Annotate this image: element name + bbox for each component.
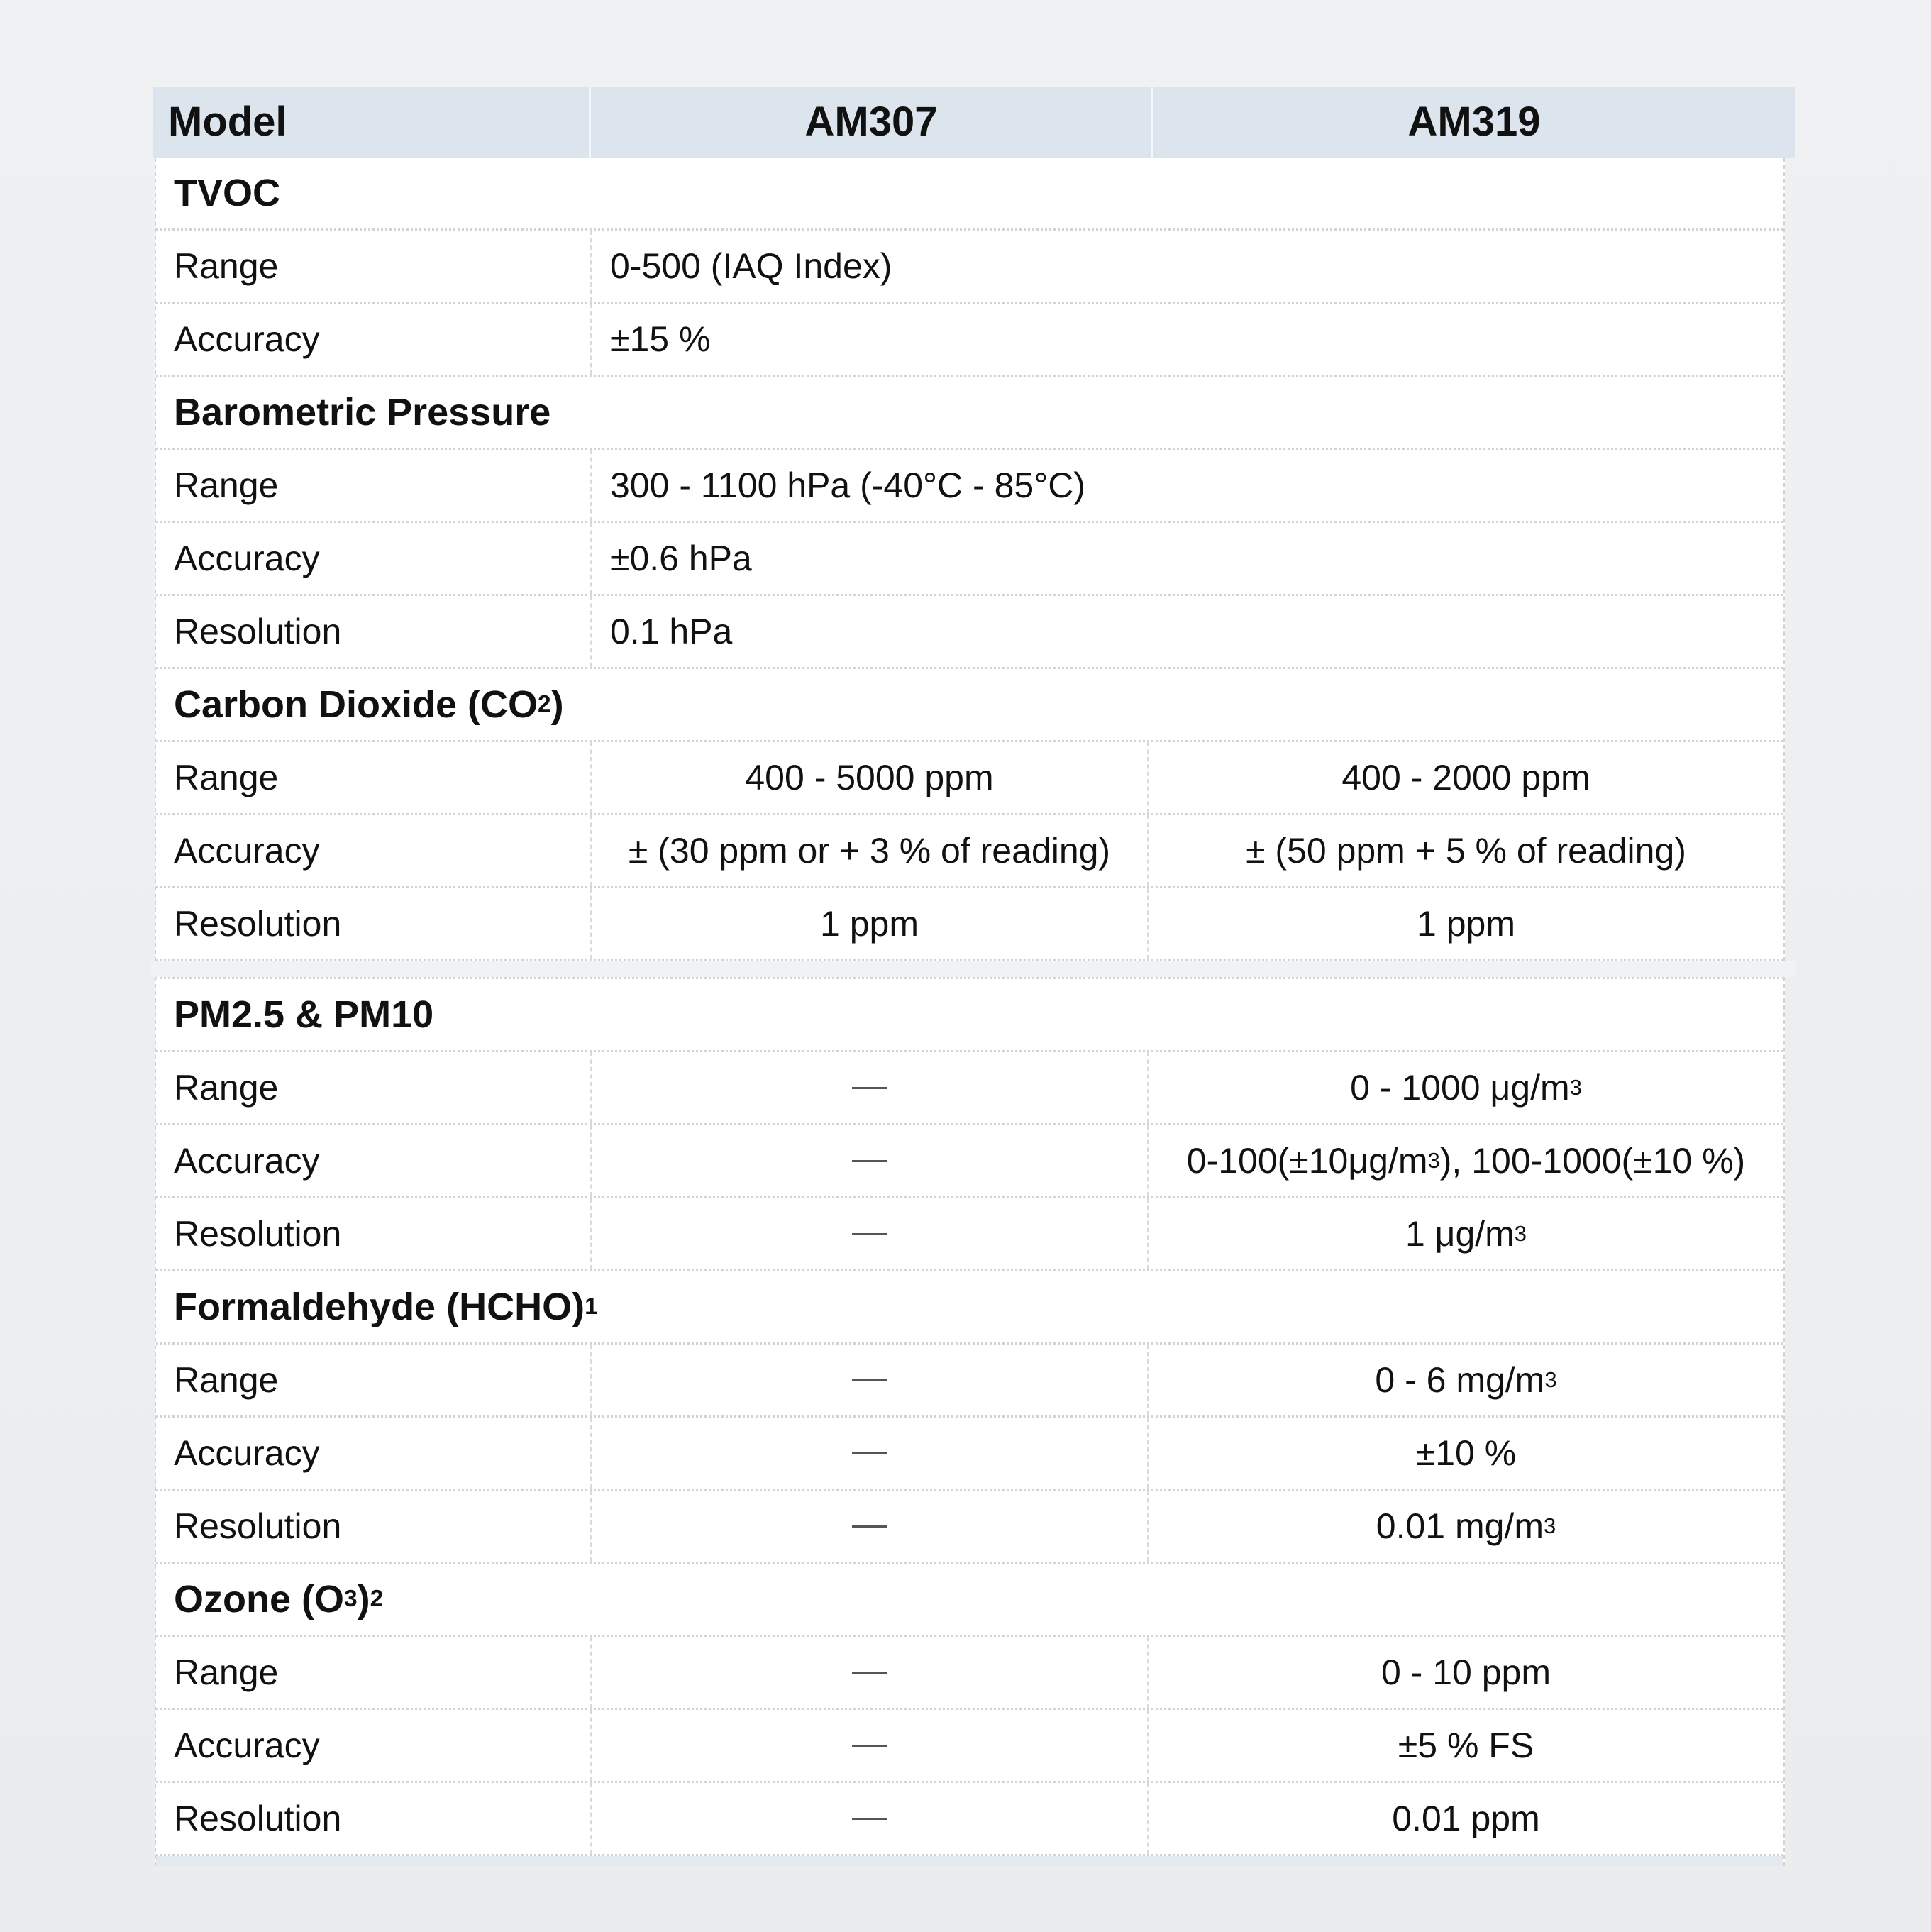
table-row — [156, 888, 1783, 961]
section-title: PM2.5 & PM10 — [174, 993, 434, 1036]
row-label: Range — [174, 758, 279, 797]
row-label: Range — [174, 1652, 279, 1692]
superscript: 3 — [1514, 1221, 1527, 1246]
row-label: Range — [174, 465, 279, 505]
value-text: 0-100(±10μg/m — [1186, 1141, 1428, 1181]
row-label: Resolution — [174, 612, 342, 651]
am319-value — [1147, 1198, 1783, 1269]
section-ozone — [156, 1564, 1783, 1637]
value-text: 0 - 1000 μg/m — [1350, 1068, 1570, 1108]
superscript: 3 — [1569, 1075, 1582, 1100]
spec-table — [153, 87, 1795, 1866]
row-label: Accuracy — [174, 1141, 320, 1181]
am307-value — [590, 1198, 1147, 1269]
am319-value: ±5 % FS — [1147, 1710, 1783, 1781]
table-row — [156, 1491, 1783, 1564]
dash-icon — [852, 1087, 887, 1089]
dash-icon — [852, 1818, 887, 1820]
am307-value: 400 - 5000 ppm — [590, 742, 1147, 813]
section-title: Barometric Pressure — [174, 391, 551, 434]
subscript: 2 — [538, 691, 551, 717]
table-row — [156, 1710, 1783, 1783]
table-row — [156, 1418, 1783, 1491]
value-text: 0.01 mg/m — [1376, 1506, 1544, 1546]
subscript: 3 — [344, 1586, 358, 1612]
section-barometric-pressure — [156, 377, 1783, 450]
section-title — [156, 1564, 383, 1635]
section-title — [156, 1271, 598, 1342]
row-label: Range — [174, 246, 279, 286]
value-text-end: ), 100-1000(±10 %) — [1439, 1141, 1746, 1181]
dash-icon — [852, 1233, 887, 1235]
section-title: TVOC — [174, 172, 281, 214]
row-label: Resolution — [174, 904, 342, 944]
table-row — [156, 523, 1783, 596]
dash-icon — [852, 1160, 887, 1162]
row-label: Resolution — [174, 1214, 342, 1254]
am307-value: ± (30 ppm or + 3 % of reading) — [590, 815, 1147, 886]
table-row — [156, 815, 1783, 888]
table-body-lower — [155, 977, 1785, 1866]
dash-icon — [852, 1525, 887, 1528]
row-label: Accuracy — [174, 1726, 320, 1765]
table-row — [156, 304, 1783, 377]
row-value-shared: 0-500 (IAQ Index) — [590, 231, 1783, 302]
section-title-text: Formaldehyde (HCHO) — [174, 1286, 585, 1328]
am307-value — [590, 1637, 1147, 1708]
row-label: Accuracy — [174, 1433, 320, 1473]
table-row — [156, 1345, 1783, 1418]
row-label: Resolution — [174, 1799, 342, 1838]
footnote-marker: 1 — [585, 1293, 598, 1320]
table-row — [156, 231, 1783, 304]
header-am319: AM319 — [1151, 87, 1795, 158]
section-title-end: ) — [550, 683, 564, 726]
row-label: Accuracy — [174, 319, 320, 359]
row-label: Accuracy — [174, 539, 320, 578]
table-row — [156, 742, 1783, 815]
am319-value: ± (50 ppm + 5 % of reading) — [1147, 815, 1783, 886]
header-model: Model — [168, 99, 287, 145]
am319-value — [1147, 1052, 1783, 1123]
table-header — [153, 87, 1795, 158]
am319-value: ±10 % — [1147, 1418, 1783, 1489]
am307-value — [590, 1345, 1147, 1415]
dash-icon — [852, 1672, 887, 1674]
table-gap — [151, 961, 1796, 977]
section-title-text: Ozone (O — [174, 1578, 344, 1621]
dash-icon — [852, 1379, 887, 1381]
am319-value — [1147, 1125, 1783, 1196]
row-value-shared: ±0.6 hPa — [590, 523, 1783, 594]
row-value-shared: 300 - 1100 hPa (-40°C - 85°C) — [590, 450, 1783, 521]
am319-value: 0.01 ppm — [1147, 1783, 1783, 1854]
header-am307: AM307 — [589, 87, 1151, 158]
dash-icon — [852, 1745, 887, 1747]
superscript: 3 — [1543, 1513, 1556, 1538]
am319-value — [1147, 1491, 1783, 1562]
section-title-end: ) — [357, 1578, 370, 1621]
section-tvoc — [156, 158, 1783, 231]
am319-value: 1 ppm — [1147, 888, 1783, 959]
am307-value — [590, 1052, 1147, 1123]
am307-value — [590, 1125, 1147, 1196]
table-row — [156, 1198, 1783, 1271]
section-pm — [156, 979, 1783, 1052]
table-row — [156, 1125, 1783, 1198]
superscript: 3 — [1427, 1148, 1440, 1173]
row-value-shared: ±15 % — [590, 304, 1783, 375]
am319-value: 400 - 2000 ppm — [1147, 742, 1783, 813]
value-text: 0 - 6 mg/m — [1375, 1360, 1545, 1400]
row-label: Range — [174, 1360, 279, 1400]
table-row — [156, 1637, 1783, 1710]
table-row — [156, 1052, 1783, 1125]
footnote-marker: 2 — [370, 1586, 384, 1612]
section-title — [156, 669, 564, 740]
value-text: 1 μg/m — [1405, 1214, 1515, 1254]
row-value-shared: 0.1 hPa — [590, 596, 1783, 667]
table-footer-strip — [156, 1856, 1783, 1866]
dash-icon — [852, 1452, 887, 1454]
row-label: Range — [174, 1068, 279, 1108]
row-label: Resolution — [174, 1506, 342, 1546]
row-label: Accuracy — [174, 831, 320, 871]
am319-value — [1147, 1345, 1783, 1415]
table-row — [156, 1783, 1783, 1856]
am319-value: 0 - 10 ppm — [1147, 1637, 1783, 1708]
am307-value — [590, 1418, 1147, 1489]
table-row — [156, 596, 1783, 669]
am307-value — [590, 1783, 1147, 1854]
am307-value — [590, 1710, 1147, 1781]
table-row — [156, 450, 1783, 523]
am307-value — [590, 1491, 1147, 1562]
am307-value: 1 ppm — [590, 888, 1147, 959]
section-carbon-dioxide — [156, 669, 1783, 742]
table-body-upper — [155, 158, 1785, 961]
section-title-text: Carbon Dioxide (CO — [174, 683, 538, 726]
superscript: 3 — [1544, 1367, 1557, 1392]
section-formaldehyde — [156, 1271, 1783, 1345]
